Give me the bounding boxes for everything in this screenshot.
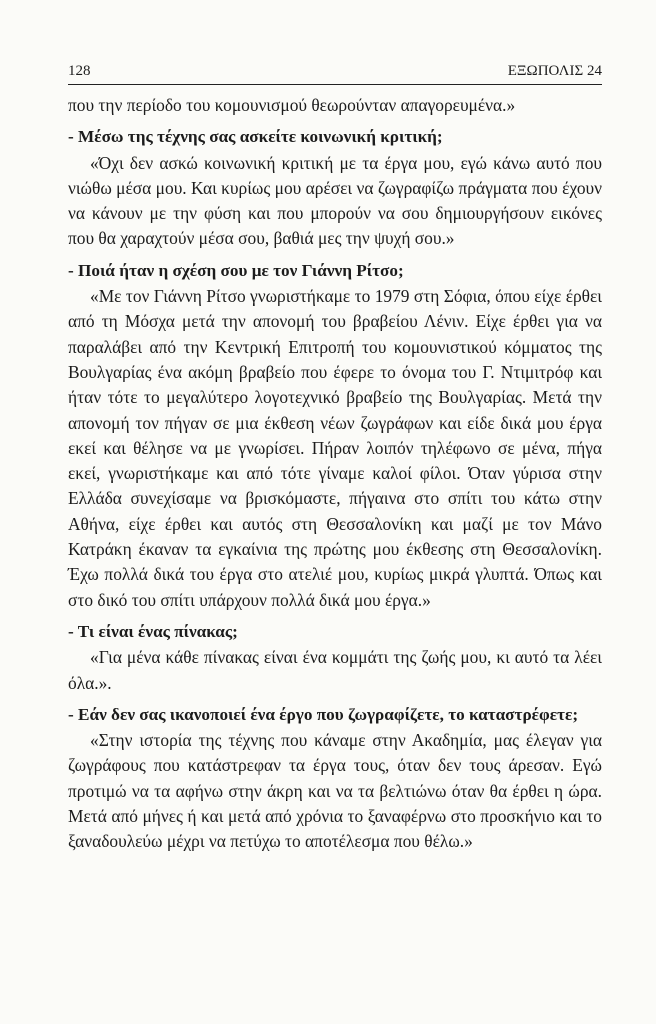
interview-question: - Μέσω της τέχνης σας ασκείτε κοινωνική κριτική; [68, 127, 443, 147]
page-number: 128 [68, 63, 91, 79]
interview-question: - Εάν δεν σας ικανοποιεί ένα έργο που ζωγραφίζετε, το καταστρέφετε; [68, 704, 579, 724]
book-page [68, 62, 602, 855]
running-title: ΕΞΩΠΟΛΙΣ 24 [507, 63, 602, 79]
interview-answer: «Για μένα κάθε πίνακας είναι ένα κομμάτι της ζωής μου, κι αυτό τα λέει όλα.». [68, 647, 602, 693]
interview-question: - Τι είναι ένας πίνακας; [68, 621, 238, 641]
interview-answer: «Στην ιστορία της τέχνης που κάναμε στην Ακαδημία, μας έλεγαν για ζωγράφους που κατάστρεφαν τα έργα τους, όταν δεν τους άρεσαν. Εγώ προτιμώ να τα αφήνω στην άκρη και να τα βελτιώνω όταν θα έρθει η ώρα. Μετά από μήνες ή και μετά από χρόνια το ξαναφέρνω στο προσκήνιο και το ξαναδουλεύω μέχρι να πετύχω το αποτέλεσμα που θέλω.» [68, 730, 602, 852]
running-header [68, 62, 602, 85]
interview-answer: «Με τον Γιάννη Ρίτσο γνωριστήκαμε το 1979 στη Σόφια, όπου είχε έρθει από τη Μόσχα μετά την απονομή του βραβείου Λένιν. Είχε έρθει για να παραλάβει από την Κεντρική Επιτροπή του κομουνιστικού κόμματος της Βουλγαρίας ένα ακόμη βραβείο που έφερε το όνομα του Γ. Ντιμιτρόφ και ήταν τότε το μεγαλύτερο λογοτεχνικό βραβείο της Βουλγαρίας. Μετά την απονομή τον πήγαν σε μια έκθεση νέων ζωγράφων και είδε δικά μου έργα εκεί και θέλησε να με γνωρίσει. Πήραν λοιπόν τηλέφωνο σε μένα, πήγα εκεί, γνωριστήκαμε και από τότε γίναμε καλοί φίλοι. Όταν γύρισα στην Ελλάδα συνεχίσαμε να βρισκόμαστε, πήγαινα στο σπίτι του κάτω στην Αθήνα, είχε έρθει και αυτός στη Θεσσαλονίκη και μαζί με τον Μάνο Κατράκη έκαναν τα εγκαίνια της πρώτης μου έκθεσης στη Θεσσαλονίκη. Έχω πολλά δικά του έργα στο ατελιέ μου, κυρίως μικρά γλυπτά. Όπως και στο δικό του σπίτι υπάρχουν πολλά δικά μου έργα.» [68, 286, 602, 610]
continuation-paragraph: που την περίοδο του κομουνισμού θεωρούνταν απαγορευμένα.» [68, 95, 516, 115]
interview-question: - Ποιά ήταν η σχέση σου με τον Γιάννη Ρίτσο; [68, 260, 404, 280]
interview-answer: «Όχι δεν ασκώ κοινωνική κριτική με τα έργα μου, εγώ κάνω αυτό που νιώθω μέσα μου. Και κυρίως μου αρέσει να ζωγραφίζω πράγματα που έχουν να κάνουν με την φύση και που μπορούν να σου δημιουργήσουν εικόνες που θα χαραχτούν μέσα σου, βαθιά μες την ψυχή σου.» [68, 152, 602, 249]
